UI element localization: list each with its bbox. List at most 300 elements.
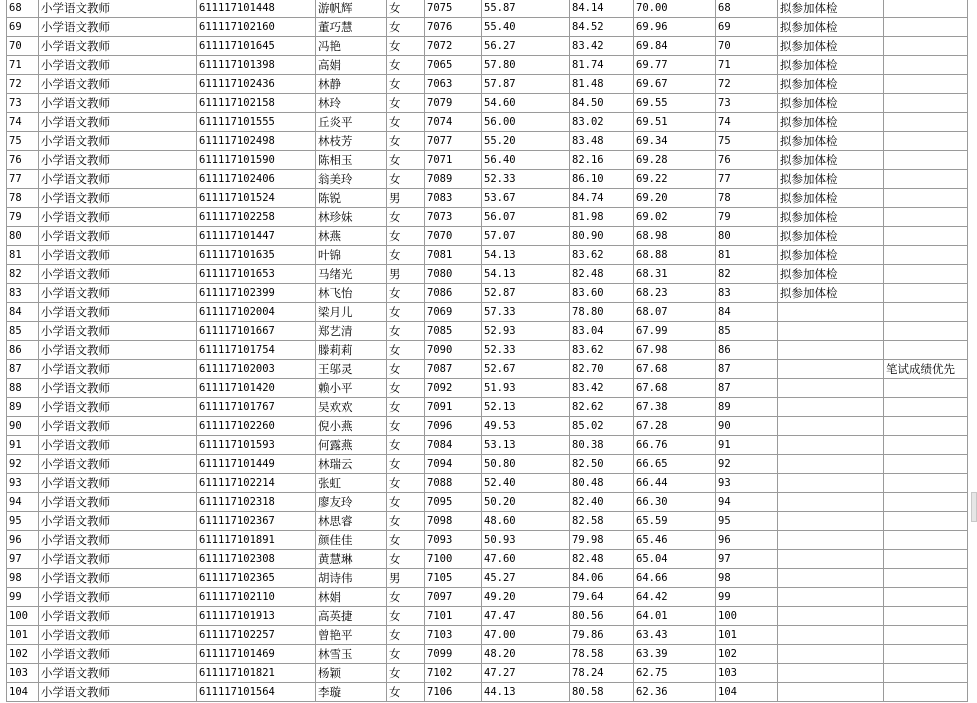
table-row bbox=[7, 550, 968, 569]
name-cell: 郑艺清 bbox=[316, 322, 387, 341]
written-score-cell: 52.33 bbox=[482, 170, 570, 189]
interview-score-cell: 82.70 bbox=[570, 360, 634, 379]
remark-cell bbox=[884, 170, 968, 189]
rank-cell: 89 bbox=[7, 398, 39, 417]
written-score-cell: 52.87 bbox=[482, 284, 570, 303]
interview-score-cell: 80.90 bbox=[570, 227, 634, 246]
ranking-cell: 91 bbox=[716, 436, 778, 455]
written-score-cell: 49.53 bbox=[482, 417, 570, 436]
name-cell: 林燕 bbox=[316, 227, 387, 246]
gender-cell: 女 bbox=[387, 360, 425, 379]
seat-number-cell: 7102 bbox=[425, 664, 482, 683]
name-cell: 林瑞云 bbox=[316, 455, 387, 474]
physical-exam-status-cell bbox=[778, 664, 884, 683]
interview-score-cell: 83.42 bbox=[570, 37, 634, 56]
table-row bbox=[7, 512, 968, 531]
gender-cell: 女 bbox=[387, 284, 425, 303]
ranking-cell: 90 bbox=[716, 417, 778, 436]
written-score-cell: 50.80 bbox=[482, 455, 570, 474]
ranking-cell: 87 bbox=[716, 360, 778, 379]
gender-cell: 女 bbox=[387, 512, 425, 531]
seat-number-cell: 7105 bbox=[425, 569, 482, 588]
position-cell: 小学语文教师 bbox=[39, 341, 197, 360]
table-row bbox=[7, 474, 968, 493]
physical-exam-status-cell: 拟参加体检 bbox=[778, 189, 884, 208]
remark-cell bbox=[884, 588, 968, 607]
written-score-cell: 48.60 bbox=[482, 512, 570, 531]
total-score-cell: 64.42 bbox=[634, 588, 716, 607]
name-cell: 陈相玉 bbox=[316, 151, 387, 170]
name-cell: 马绪光 bbox=[316, 265, 387, 284]
ranking-cell: 86 bbox=[716, 341, 778, 360]
gender-cell: 女 bbox=[387, 550, 425, 569]
interview-score-cell: 82.40 bbox=[570, 493, 634, 512]
ticket-number-cell: 611117102214 bbox=[197, 474, 316, 493]
position-cell: 小学语文教师 bbox=[39, 18, 197, 37]
gender-cell: 女 bbox=[387, 246, 425, 265]
seat-number-cell: 7106 bbox=[425, 683, 482, 702]
written-score-cell: 56.07 bbox=[482, 208, 570, 227]
table-row bbox=[7, 18, 968, 37]
remark-cell bbox=[884, 379, 968, 398]
ticket-number-cell: 611117102308 bbox=[197, 550, 316, 569]
rank-cell: 82 bbox=[7, 265, 39, 284]
interview-score-cell: 82.48 bbox=[570, 265, 634, 284]
table-row bbox=[7, 0, 968, 18]
table-row bbox=[7, 531, 968, 550]
seat-number-cell: 7101 bbox=[425, 607, 482, 626]
remark-cell bbox=[884, 455, 968, 474]
table-row bbox=[7, 607, 968, 626]
seat-number-cell: 7084 bbox=[425, 436, 482, 455]
written-score-cell: 48.20 bbox=[482, 645, 570, 664]
name-cell: 梁月儿 bbox=[316, 303, 387, 322]
name-cell: 林娟 bbox=[316, 588, 387, 607]
table-row bbox=[7, 341, 968, 360]
ticket-number-cell: 611117101913 bbox=[197, 607, 316, 626]
ranking-cell: 98 bbox=[716, 569, 778, 588]
written-score-cell: 52.93 bbox=[482, 322, 570, 341]
position-cell: 小学语文教师 bbox=[39, 550, 197, 569]
remark-cell bbox=[884, 436, 968, 455]
remark-cell bbox=[884, 683, 968, 702]
remark-cell bbox=[884, 284, 968, 303]
gender-cell: 女 bbox=[387, 132, 425, 151]
name-cell: 杨颖 bbox=[316, 664, 387, 683]
name-cell: 黄慧琳 bbox=[316, 550, 387, 569]
total-score-cell: 69.02 bbox=[634, 208, 716, 227]
gender-cell: 女 bbox=[387, 208, 425, 227]
physical-exam-status-cell bbox=[778, 550, 884, 569]
interview-score-cell: 81.98 bbox=[570, 208, 634, 227]
written-score-cell: 55.87 bbox=[482, 0, 570, 18]
written-score-cell: 57.07 bbox=[482, 227, 570, 246]
seat-number-cell: 7098 bbox=[425, 512, 482, 531]
name-cell: 林思睿 bbox=[316, 512, 387, 531]
physical-exam-status-cell bbox=[778, 645, 884, 664]
written-score-cell: 49.20 bbox=[482, 588, 570, 607]
rank-cell: 97 bbox=[7, 550, 39, 569]
position-cell: 小学语文教师 bbox=[39, 322, 197, 341]
ranking-cell: 101 bbox=[716, 626, 778, 645]
rank-cell: 69 bbox=[7, 18, 39, 37]
ranking-cell: 69 bbox=[716, 18, 778, 37]
gender-cell: 女 bbox=[387, 455, 425, 474]
gender-cell: 女 bbox=[387, 474, 425, 493]
rank-cell: 75 bbox=[7, 132, 39, 151]
physical-exam-status-cell: 拟参加体检 bbox=[778, 0, 884, 18]
total-score-cell: 69.67 bbox=[634, 75, 716, 94]
ticket-number-cell: 611117101653 bbox=[197, 265, 316, 284]
ranking-cell: 68 bbox=[716, 0, 778, 18]
written-score-cell: 56.27 bbox=[482, 37, 570, 56]
position-cell: 小学语文教师 bbox=[39, 284, 197, 303]
physical-exam-status-cell: 拟参加体检 bbox=[778, 113, 884, 132]
remark-cell bbox=[884, 265, 968, 284]
ranking-cell: 104 bbox=[716, 683, 778, 702]
interview-score-cell: 82.16 bbox=[570, 151, 634, 170]
total-score-cell: 68.88 bbox=[634, 246, 716, 265]
physical-exam-status-cell bbox=[778, 588, 884, 607]
table-row bbox=[7, 398, 968, 417]
table-row bbox=[7, 37, 968, 56]
position-cell: 小学语文教师 bbox=[39, 493, 197, 512]
scrollbar-thumb[interactable] bbox=[971, 492, 977, 522]
ranking-cell: 81 bbox=[716, 246, 778, 265]
seat-number-cell: 7075 bbox=[425, 0, 482, 18]
name-cell: 滕莉莉 bbox=[316, 341, 387, 360]
rank-cell: 93 bbox=[7, 474, 39, 493]
written-score-cell: 47.60 bbox=[482, 550, 570, 569]
position-cell: 小学语文教师 bbox=[39, 626, 197, 645]
physical-exam-status-cell: 拟参加体检 bbox=[778, 56, 884, 75]
seat-number-cell: 7069 bbox=[425, 303, 482, 322]
physical-exam-status-cell bbox=[778, 322, 884, 341]
position-cell: 小学语文教师 bbox=[39, 607, 197, 626]
interview-score-cell: 79.98 bbox=[570, 531, 634, 550]
table-row bbox=[7, 417, 968, 436]
physical-exam-status-cell: 拟参加体检 bbox=[778, 94, 884, 113]
name-cell: 冯艳 bbox=[316, 37, 387, 56]
position-cell: 小学语文教师 bbox=[39, 132, 197, 151]
position-cell: 小学语文教师 bbox=[39, 645, 197, 664]
name-cell: 游帆辉 bbox=[316, 0, 387, 18]
rank-cell: 87 bbox=[7, 360, 39, 379]
table-row bbox=[7, 455, 968, 474]
interview-score-cell: 81.74 bbox=[570, 56, 634, 75]
position-cell: 小学语文教师 bbox=[39, 94, 197, 113]
ticket-number-cell: 611117102367 bbox=[197, 512, 316, 531]
position-cell: 小学语文教师 bbox=[39, 56, 197, 75]
ranking-cell: 103 bbox=[716, 664, 778, 683]
interview-score-cell: 79.64 bbox=[570, 588, 634, 607]
position-cell: 小学语文教师 bbox=[39, 0, 197, 18]
remark-cell bbox=[884, 493, 968, 512]
physical-exam-status-cell: 拟参加体检 bbox=[778, 170, 884, 189]
remark-cell bbox=[884, 322, 968, 341]
seat-number-cell: 7071 bbox=[425, 151, 482, 170]
ticket-number-cell: 611117101593 bbox=[197, 436, 316, 455]
interview-score-cell: 78.24 bbox=[570, 664, 634, 683]
gender-cell: 女 bbox=[387, 417, 425, 436]
gender-cell: 女 bbox=[387, 645, 425, 664]
results-table bbox=[6, 0, 968, 702]
seat-number-cell: 7092 bbox=[425, 379, 482, 398]
table-row bbox=[7, 75, 968, 94]
seat-number-cell: 7076 bbox=[425, 18, 482, 37]
interview-score-cell: 85.02 bbox=[570, 417, 634, 436]
ranking-cell: 73 bbox=[716, 94, 778, 113]
position-cell: 小学语文教师 bbox=[39, 379, 197, 398]
rank-cell: 86 bbox=[7, 341, 39, 360]
remark-cell bbox=[884, 664, 968, 683]
ticket-number-cell: 611117102110 bbox=[197, 588, 316, 607]
interview-score-cell: 81.48 bbox=[570, 75, 634, 94]
interview-score-cell: 83.42 bbox=[570, 379, 634, 398]
ticket-number-cell: 611117101635 bbox=[197, 246, 316, 265]
seat-number-cell: 7070 bbox=[425, 227, 482, 246]
ticket-number-cell: 611117102160 bbox=[197, 18, 316, 37]
ranking-cell: 72 bbox=[716, 75, 778, 94]
rank-cell: 78 bbox=[7, 189, 39, 208]
remark-cell bbox=[884, 607, 968, 626]
total-score-cell: 65.59 bbox=[634, 512, 716, 531]
gender-cell: 女 bbox=[387, 436, 425, 455]
physical-exam-status-cell: 拟参加体检 bbox=[778, 75, 884, 94]
remark-cell bbox=[884, 151, 968, 170]
interview-score-cell: 82.48 bbox=[570, 550, 634, 569]
interview-score-cell: 84.52 bbox=[570, 18, 634, 37]
name-cell: 胡诗伟 bbox=[316, 569, 387, 588]
seat-number-cell: 7095 bbox=[425, 493, 482, 512]
written-score-cell: 47.47 bbox=[482, 607, 570, 626]
physical-exam-status-cell: 拟参加体检 bbox=[778, 132, 884, 151]
physical-exam-status-cell bbox=[778, 626, 884, 645]
ticket-number-cell: 611117102406 bbox=[197, 170, 316, 189]
written-score-cell: 57.87 bbox=[482, 75, 570, 94]
name-cell: 吴欢欢 bbox=[316, 398, 387, 417]
rank-cell: 96 bbox=[7, 531, 39, 550]
name-cell: 林静 bbox=[316, 75, 387, 94]
table-row bbox=[7, 664, 968, 683]
written-score-cell: 45.27 bbox=[482, 569, 570, 588]
ranking-cell: 95 bbox=[716, 512, 778, 531]
name-cell: 翁美玲 bbox=[316, 170, 387, 189]
table-row bbox=[7, 56, 968, 75]
interview-score-cell: 80.58 bbox=[570, 683, 634, 702]
table-row bbox=[7, 683, 968, 702]
ticket-number-cell: 611117101891 bbox=[197, 531, 316, 550]
ticket-number-cell: 611117101398 bbox=[197, 56, 316, 75]
rank-cell: 68 bbox=[7, 0, 39, 18]
rank-cell: 85 bbox=[7, 322, 39, 341]
ranking-cell: 84 bbox=[716, 303, 778, 322]
physical-exam-status-cell bbox=[778, 379, 884, 398]
remark-cell bbox=[884, 512, 968, 531]
rank-cell: 77 bbox=[7, 170, 39, 189]
table-row bbox=[7, 227, 968, 246]
ranking-cell: 75 bbox=[716, 132, 778, 151]
interview-score-cell: 78.80 bbox=[570, 303, 634, 322]
table-row bbox=[7, 626, 968, 645]
ticket-number-cell: 611117101555 bbox=[197, 113, 316, 132]
physical-exam-status-cell bbox=[778, 531, 884, 550]
ranking-cell: 79 bbox=[716, 208, 778, 227]
total-score-cell: 69.22 bbox=[634, 170, 716, 189]
seat-number-cell: 7100 bbox=[425, 550, 482, 569]
total-score-cell: 69.28 bbox=[634, 151, 716, 170]
position-cell: 小学语文教师 bbox=[39, 208, 197, 227]
table-row bbox=[7, 189, 968, 208]
ranking-cell: 96 bbox=[716, 531, 778, 550]
gender-cell: 女 bbox=[387, 683, 425, 702]
physical-exam-status-cell bbox=[778, 398, 884, 417]
name-cell: 高英捷 bbox=[316, 607, 387, 626]
physical-exam-status-cell bbox=[778, 417, 884, 436]
total-score-cell: 62.75 bbox=[634, 664, 716, 683]
seat-number-cell: 7083 bbox=[425, 189, 482, 208]
interview-score-cell: 80.56 bbox=[570, 607, 634, 626]
physical-exam-status-cell: 拟参加体检 bbox=[778, 208, 884, 227]
written-score-cell: 54.13 bbox=[482, 265, 570, 284]
remark-cell bbox=[884, 227, 968, 246]
name-cell: 林枝芳 bbox=[316, 132, 387, 151]
table-row bbox=[7, 94, 968, 113]
position-cell: 小学语文教师 bbox=[39, 436, 197, 455]
written-score-cell: 52.13 bbox=[482, 398, 570, 417]
ticket-number-cell: 611117102318 bbox=[197, 493, 316, 512]
physical-exam-status-cell: 拟参加体检 bbox=[778, 151, 884, 170]
ticket-number-cell: 611117102004 bbox=[197, 303, 316, 322]
physical-exam-status-cell: 拟参加体检 bbox=[778, 284, 884, 303]
remark-cell: 笔试成绩优先 bbox=[884, 360, 968, 379]
total-score-cell: 67.28 bbox=[634, 417, 716, 436]
total-score-cell: 67.99 bbox=[634, 322, 716, 341]
total-score-cell: 69.96 bbox=[634, 18, 716, 37]
position-cell: 小学语文教师 bbox=[39, 113, 197, 132]
remark-cell bbox=[884, 246, 968, 265]
interview-score-cell: 83.62 bbox=[570, 246, 634, 265]
physical-exam-status-cell: 拟参加体检 bbox=[778, 18, 884, 37]
interview-score-cell: 83.02 bbox=[570, 113, 634, 132]
interview-score-cell: 78.58 bbox=[570, 645, 634, 664]
rank-cell: 79 bbox=[7, 208, 39, 227]
ticket-number-cell: 611117102158 bbox=[197, 94, 316, 113]
ticket-number-cell: 611117101448 bbox=[197, 0, 316, 18]
total-score-cell: 69.20 bbox=[634, 189, 716, 208]
ranking-cell: 93 bbox=[716, 474, 778, 493]
total-score-cell: 68.23 bbox=[634, 284, 716, 303]
gender-cell: 女 bbox=[387, 170, 425, 189]
ticket-number-cell: 611117101645 bbox=[197, 37, 316, 56]
ticket-number-cell: 611117102003 bbox=[197, 360, 316, 379]
name-cell: 林飞怡 bbox=[316, 284, 387, 303]
name-cell: 林珍妹 bbox=[316, 208, 387, 227]
position-cell: 小学语文教师 bbox=[39, 360, 197, 379]
ticket-number-cell: 611117101821 bbox=[197, 664, 316, 683]
total-score-cell: 66.76 bbox=[634, 436, 716, 455]
physical-exam-status-cell: 拟参加体检 bbox=[778, 246, 884, 265]
remark-cell bbox=[884, 113, 968, 132]
seat-number-cell: 7089 bbox=[425, 170, 482, 189]
seat-number-cell: 7103 bbox=[425, 626, 482, 645]
interview-score-cell: 83.62 bbox=[570, 341, 634, 360]
rank-cell: 98 bbox=[7, 569, 39, 588]
gender-cell: 女 bbox=[387, 37, 425, 56]
name-cell: 陈锐 bbox=[316, 189, 387, 208]
rank-cell: 70 bbox=[7, 37, 39, 56]
table-row bbox=[7, 303, 968, 322]
total-score-cell: 69.77 bbox=[634, 56, 716, 75]
rank-cell: 72 bbox=[7, 75, 39, 94]
table-row bbox=[7, 246, 968, 265]
rank-cell: 71 bbox=[7, 56, 39, 75]
gender-cell: 男 bbox=[387, 189, 425, 208]
table-row bbox=[7, 284, 968, 303]
table-row bbox=[7, 569, 968, 588]
seat-number-cell: 7097 bbox=[425, 588, 482, 607]
seat-number-cell: 7099 bbox=[425, 645, 482, 664]
written-score-cell: 51.93 bbox=[482, 379, 570, 398]
total-score-cell: 68.31 bbox=[634, 265, 716, 284]
name-cell: 张虹 bbox=[316, 474, 387, 493]
total-score-cell: 64.66 bbox=[634, 569, 716, 588]
total-score-cell: 69.84 bbox=[634, 37, 716, 56]
seat-number-cell: 7085 bbox=[425, 322, 482, 341]
written-score-cell: 56.00 bbox=[482, 113, 570, 132]
name-cell: 赖小平 bbox=[316, 379, 387, 398]
seat-number-cell: 7077 bbox=[425, 132, 482, 151]
gender-cell: 女 bbox=[387, 113, 425, 132]
written-score-cell: 52.40 bbox=[482, 474, 570, 493]
total-score-cell: 67.68 bbox=[634, 360, 716, 379]
total-score-cell: 64.01 bbox=[634, 607, 716, 626]
name-cell: 丘炎平 bbox=[316, 113, 387, 132]
interview-score-cell: 83.04 bbox=[570, 322, 634, 341]
rank-cell: 83 bbox=[7, 284, 39, 303]
ticket-number-cell: 611117101590 bbox=[197, 151, 316, 170]
interview-score-cell: 84.06 bbox=[570, 569, 634, 588]
interview-score-cell: 86.10 bbox=[570, 170, 634, 189]
written-score-cell: 47.00 bbox=[482, 626, 570, 645]
rank-cell: 81 bbox=[7, 246, 39, 265]
interview-score-cell: 84.14 bbox=[570, 0, 634, 18]
total-score-cell: 65.04 bbox=[634, 550, 716, 569]
written-score-cell: 50.20 bbox=[482, 493, 570, 512]
ranking-cell: 82 bbox=[716, 265, 778, 284]
name-cell: 林雪玉 bbox=[316, 645, 387, 664]
name-cell: 董巧慧 bbox=[316, 18, 387, 37]
physical-exam-status-cell bbox=[778, 436, 884, 455]
rank-cell: 101 bbox=[7, 626, 39, 645]
total-score-cell: 63.39 bbox=[634, 645, 716, 664]
name-cell: 高娟 bbox=[316, 56, 387, 75]
rank-cell: 103 bbox=[7, 664, 39, 683]
ticket-number-cell: 611117102436 bbox=[197, 75, 316, 94]
ranking-cell: 80 bbox=[716, 227, 778, 246]
remark-cell bbox=[884, 531, 968, 550]
remark-cell bbox=[884, 645, 968, 664]
written-score-cell: 54.13 bbox=[482, 246, 570, 265]
total-score-cell: 66.30 bbox=[634, 493, 716, 512]
written-score-cell: 53.67 bbox=[482, 189, 570, 208]
remark-cell bbox=[884, 474, 968, 493]
ranking-cell: 102 bbox=[716, 645, 778, 664]
gender-cell: 女 bbox=[387, 322, 425, 341]
ticket-number-cell: 611117101667 bbox=[197, 322, 316, 341]
total-score-cell: 69.34 bbox=[634, 132, 716, 151]
remark-cell bbox=[884, 56, 968, 75]
